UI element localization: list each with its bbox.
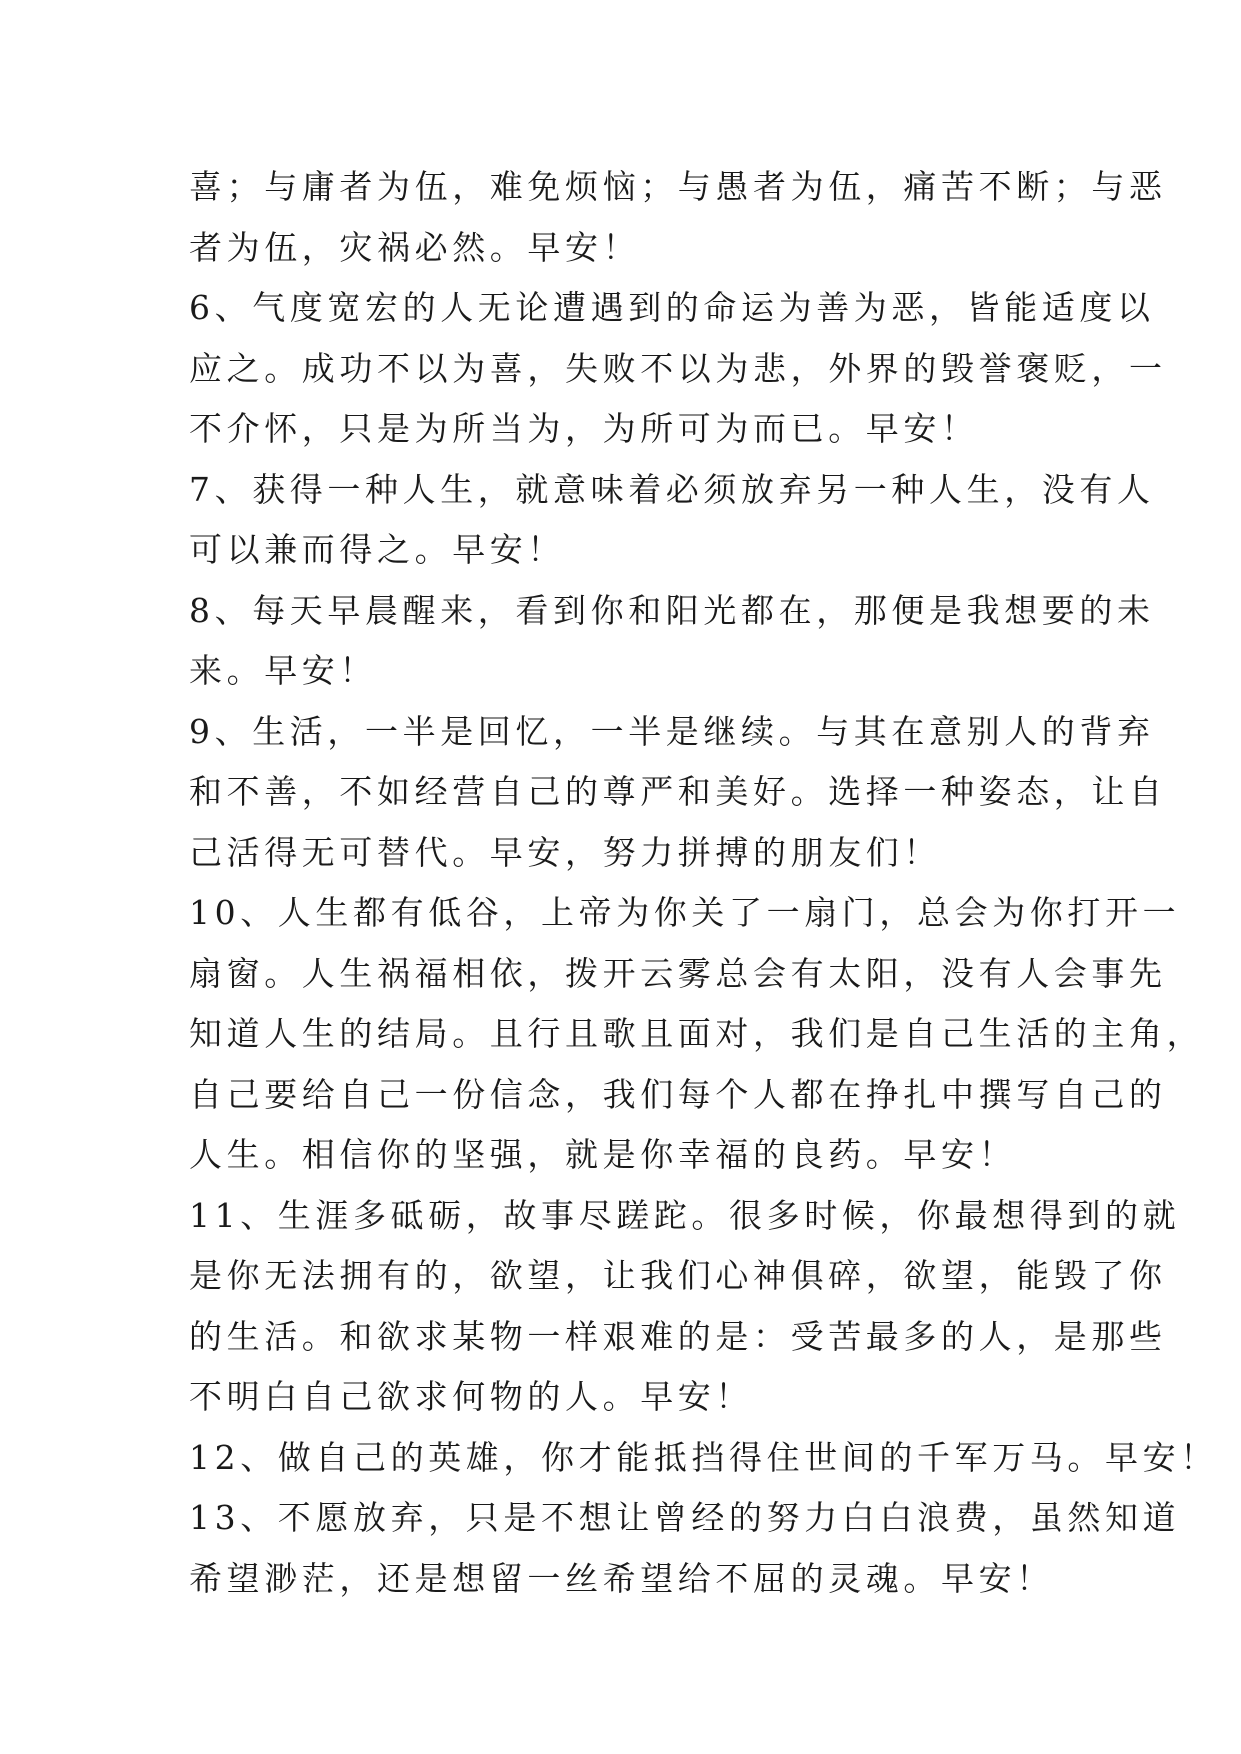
text-line: 自己要给自己一份信念，我们每个人都在挣扎中撰写自己的 — [189, 1074, 1167, 1114]
text-line: 13、不愿放弃，只是不想让曾经的努力白白浪费，虽然知道 — [189, 1498, 1181, 1537]
text-line: 不介怀，只是为所当为，为所可为而已。早安！ — [189, 409, 979, 448]
text-line: 知道人生的结局。且行且歌且面对，我们是自己生活的主角， — [189, 1014, 1205, 1053]
text-line: 扇窗。人生祸福相依，拨开云雾总会有太阳，没有人会事先 — [189, 953, 1167, 993]
text-line: 6、气度宽宏的人无论遭遇到的命运为善为恶，皆能适度以 — [189, 288, 1155, 327]
text-line: 应之。成功不以为喜，失败不以为悲，外界的毁誉褒贬，一 — [189, 348, 1167, 388]
text-line: 10、人生都有低谷，上帝为你关了一扇门，总会为你打开一 — [189, 893, 1181, 932]
text-line: 9、生活，一半是回忆，一半是继续。与其在意别人的背弃 — [189, 711, 1155, 751]
text-line: 者为伍，灾祸必然。早安！ — [189, 227, 641, 267]
text-line: 11、生涯多砥砺，故事尽蹉跎。很多时候，你最想得到的就 — [189, 1195, 1181, 1235]
text-line: 的生活。和欲求某物一样艰难的是：受苦最多的人，是那些 — [189, 1316, 1167, 1356]
text-line: 可以兼而得之。早安！ — [189, 530, 565, 569]
text-line: 希望渺茫，还是想留一丝希望给不屈的灵魂。早安！ — [189, 1558, 1054, 1598]
text-line: 和不善，不如经营自己的尊严和美好。选择一种姿态，让自 — [189, 772, 1167, 811]
text-line: 喜；与庸者为伍，难免烦恼；与愚者为伍，痛苦不断；与恶 — [189, 167, 1167, 206]
text-line: 来。早安！ — [189, 651, 377, 690]
text-line: 12、做自己的英雄，你才能抵挡得住世间的千军万马。早安！ — [189, 1437, 1218, 1477]
text-line: 己活得无可替代。早安，努力拼搏的朋友们！ — [189, 832, 941, 872]
text-line: 7、获得一种人生，就意味着必须放弃另一种人生，没有人 — [189, 469, 1155, 509]
text-line: 是你无法拥有的，欲望，让我们心神俱碎，欲望，能毁了你 — [189, 1256, 1167, 1295]
text-line: 人生。相信你的坚强，就是你幸福的良药。早安！ — [189, 1135, 1017, 1174]
text-line: 不明白自己欲求何物的人。早安！ — [189, 1377, 753, 1416]
text-line: 8、每天早晨醒来，看到你和阳光都在，那便是我想要的未 — [189, 590, 1155, 630]
document-body — [189, 157, 1218, 1609]
